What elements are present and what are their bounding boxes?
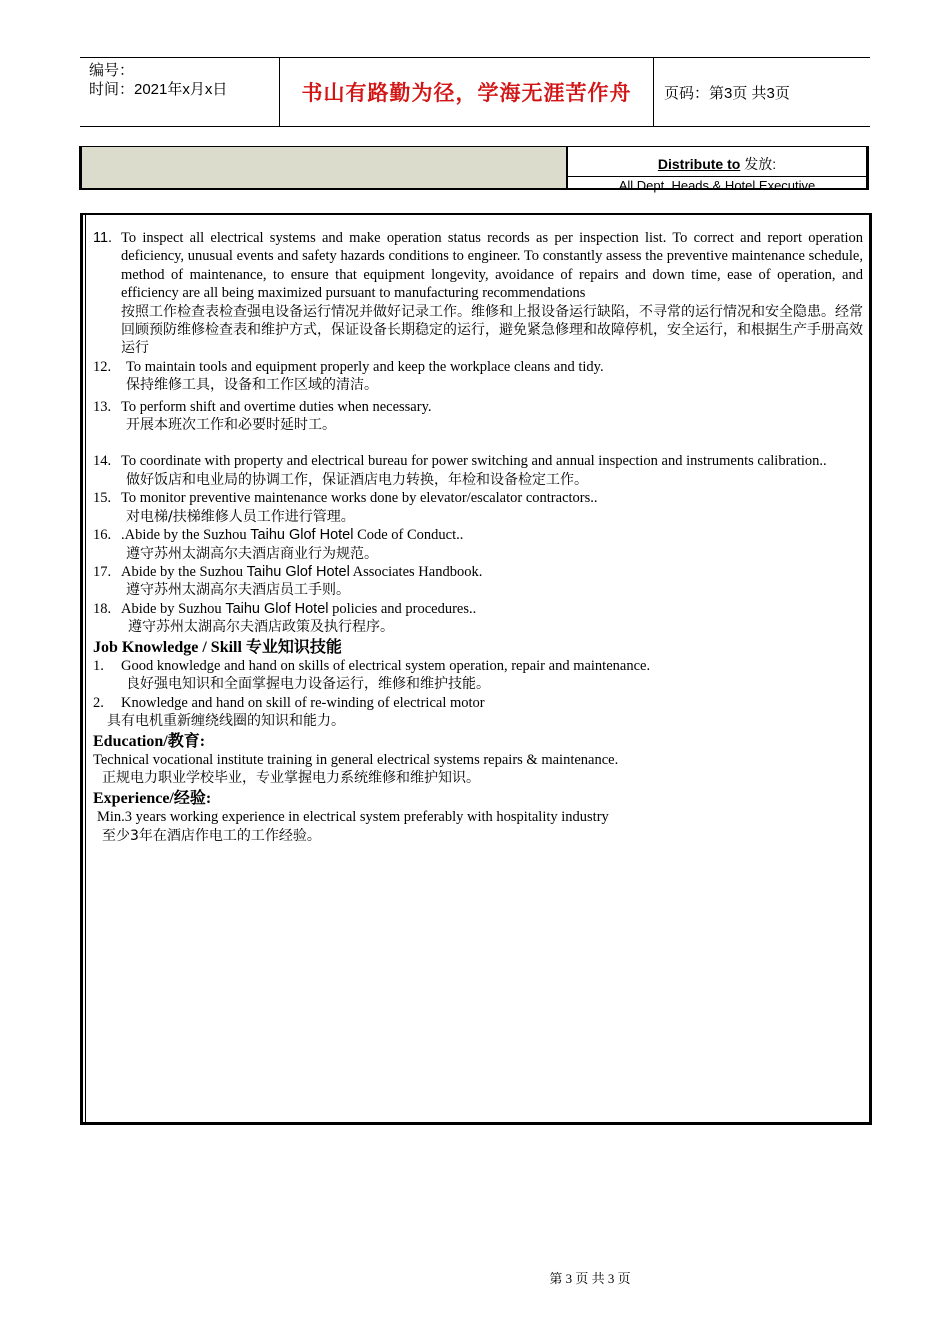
page-footer: 第 3 页 共 3 页 — [549, 1271, 631, 1286]
duty-text-en: .Abide by the Suzhou Taihu Glof Hotel Code of Conduct.. — [121, 527, 464, 544]
education-text-zh: 正规电力职业学校毕业，专业掌握电力系统维修和维护知识。 — [102, 770, 480, 787]
duties-content — [93, 229, 863, 845]
duty-item-14 — [93, 452, 863, 470]
education-heading: Education/教育: — [93, 732, 206, 750]
skill-item-1 — [93, 657, 863, 675]
hotel-name: Taihu Glof Hotel — [250, 527, 354, 544]
hotel-name: Taihu Glof Hotel — [246, 563, 350, 580]
duty-text-en: To monitor preventive maintenance works done by elevator/escalator contractors.. — [121, 490, 598, 507]
skill-text-zh: 良好强电知识和全面掌握电力设备运行，维修和维护技能。 — [126, 676, 490, 693]
distribute-bar — [79, 146, 869, 193]
duty-text-zh: 遵守苏州太湖高尔夫酒店员工手则。 — [126, 582, 350, 599]
duty-text-en: To coordinate with property and electrical bureau for power switching and annual inspection and instruments calibration.. — [121, 453, 827, 470]
duty-text-en: To inspect all electrical systems and make operation status records as per inspection list. To correct and report operation deficiency, unusual events and safety hazards conditions to engineer. To constantly assess the preventive maintenance schedule, method of maintenance, to ensure that equipment longevity, avoidance of repairs and down time, ease of operation, and efficiency are all being maximized pursuant to manufacturing recommendations — [121, 230, 863, 302]
duty-text-zh: 对电梯/扶梯维修人员工作进行管理。 — [126, 508, 355, 525]
page-header — [80, 57, 870, 127]
duty-number: 17. — [93, 563, 112, 580]
content-box — [80, 213, 872, 1125]
time-label: 时间：2021年x月x日 — [89, 81, 228, 98]
duty-number: 16. — [93, 527, 112, 544]
duty-text-zh: 开展本班次工作和必要时延时工。 — [126, 417, 336, 434]
hotel-name: Taihu Glof Hotel — [225, 600, 329, 617]
duty-item-17 — [93, 563, 863, 581]
header-motto: 书山有路勤为径，学海无涯苦作舟 — [280, 58, 654, 126]
duty-item-15 — [93, 489, 863, 507]
skill-text-en: Good knowledge and hand on skills of electrical system operation, repair and maintenance. — [121, 657, 651, 674]
duty-text-en: To perform shift and overtime duties when necessary. — [121, 398, 432, 415]
header-meta — [80, 58, 280, 126]
duty-text-zh: 做好饭店和电业局的协调工作，保证酒店电力转换，年检和设备检定工作。 — [126, 471, 588, 488]
duty-item-11 — [93, 229, 863, 358]
duty-item-12 — [93, 358, 863, 376]
duty-text-en: To maintain tools and equipment properly and keep the workplace cleans and tidy. — [126, 358, 604, 375]
skill-number: 1. — [93, 657, 104, 674]
experience-text-zh: 至少3年在酒店作电工的工作经验。 — [102, 827, 321, 844]
experience-heading: Experience/经验: — [93, 789, 212, 807]
duty-text-zh: 遵守苏州太湖高尔夫酒店商业行为规范。 — [126, 545, 378, 562]
duty-item-18 — [93, 600, 863, 618]
duty-item-13 — [93, 398, 863, 416]
skill-number: 2. — [93, 694, 104, 711]
skill-text-en: Knowledge and hand on skill of re-winding of electrical motor — [121, 694, 485, 711]
experience-text-en: Min.3 years working experience in electrical system preferably with hospitality industry — [97, 809, 609, 826]
duty-number: 11. — [93, 230, 113, 246]
duty-number: 18. — [93, 600, 112, 617]
duty-text-zh: 遵守苏州太湖高尔夫酒店政策及执行程序。 — [128, 619, 394, 636]
skill-heading: Job Knowledge / Skill 专业知识技能 — [93, 638, 342, 656]
skill-text-zh: 具有电机重新缠绕线圈的知识和能力。 — [107, 713, 345, 730]
duty-number: 13. — [93, 398, 112, 415]
distribute-shaded-cell — [82, 147, 568, 188]
distribute-title-en: Distribute to — [657, 156, 741, 172]
distribute-recipients: All Dept. Heads & Hotel Executive — [568, 176, 866, 193]
code-label: 编号： — [89, 62, 135, 79]
duty-text-en: Abide by Suzhou Taihu Glof Hotel policies and procedures.. — [121, 600, 477, 617]
skill-item-2 — [93, 694, 863, 712]
duty-item-16 — [93, 526, 863, 544]
duty-text-zh: 保持维修工具，设备和工作区域的清洁。 — [126, 377, 378, 394]
duty-number: 14. — [93, 453, 112, 470]
education-text-en: Technical vocational institute training in general electrical systems repairs & maintenance. — [93, 751, 619, 768]
duty-number: 15. — [93, 490, 112, 507]
header-page-info: 页码：第3页 共3页 — [664, 84, 790, 102]
distribute-title — [568, 154, 866, 174]
distribute-cell — [568, 147, 866, 193]
distribute-title-zh: 发放: — [740, 156, 777, 172]
duty-number: 12. — [93, 358, 112, 375]
duty-text-zh: 按照工作检查表检查强电设备运行情况并做好记录工作。维修和上报设备运行缺陷，不寻常的运行情况和安全隐患。经常回顾预防维修检查表和维护方式，保证设备长期稳定的运行，避免紧急修理和故障停机，安全运行，和根据生产手册高效运行 — [121, 303, 863, 357]
duty-text-en: Abide by the Suzhou Taihu Glof Hotel Associates Handbook. — [121, 563, 483, 580]
